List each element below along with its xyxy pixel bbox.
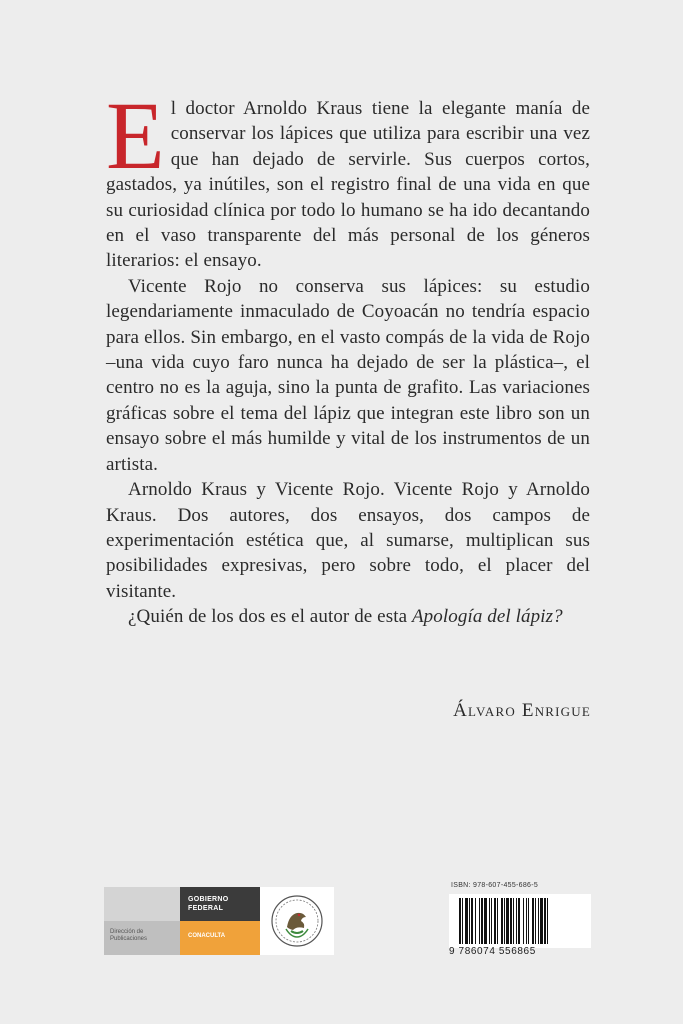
paragraph-1 [106, 82, 590, 274]
isbn-barcode [449, 882, 591, 962]
barcode-digits: 9 786074 556865 [449, 946, 536, 957]
government-logo [180, 887, 260, 955]
government-line1: GOBIERNO [188, 896, 229, 903]
publisher-logos [104, 887, 334, 955]
paragraph-2: Vicente Rojo no conserva sus lápices: su estudio legendariamente inmaculado de Coyoacán no tendría espacio para ellos. Sin embargo, en el vasto compás de la vida de Rojo –una vida cuyo faro nunca ha dejado de ser la plástica–, el centro no es la aguja, sino la punta de grafito. Las variaciones gráficas sobre el tema del lápiz que integran este libro son un ensayo sobre el más humilde y vital de los instrumentos de un artista. [106, 275, 590, 475]
publications-label-line1: Dirección de [110, 929, 144, 935]
book-title: Apología del lápiz? [411, 606, 563, 628]
author-signature: Álvaro Enrigue [453, 700, 591, 721]
drop-cap: E [106, 82, 165, 189]
paragraph-1-text: l doctor Arnoldo Kraus tiene la elegante manía de conservar los lápices que utiliza para escribir una vez que han dejado de servirle. Sus cuerpos cortos, gastados, ya inútiles, son el registro final de una vida en que su curiosidad clínica por todo lo humano se ha ido decantando en el vaso transparente del más personal de los géneros literarios: el ensayo. [106, 98, 590, 272]
barcode-bars [449, 894, 591, 948]
back-cover-essay [106, 82, 590, 630]
paragraph-3: Arnoldo Kraus y Vicente Rojo. Vicente Rojo y Arnoldo Kraus. Dos autores, dos ensayos, dos campos de experimentación estética que, al sumarse, multiplican sus posibilidades expresivas, pero sobre todo, el placer del visitante. [106, 479, 590, 602]
paragraph-4 [106, 604, 590, 629]
paragraph-4-text: ¿Quién de los dos es el autor de esta [128, 606, 412, 628]
government-line2: FEDERAL [188, 905, 224, 912]
national-seal-icon [260, 887, 334, 955]
isbn-label: ISBN: 978-607-455-686-5 [451, 882, 539, 889]
conaculta-label: CONACULTA [180, 921, 260, 955]
publications-label-line2: Publicaciones [110, 936, 148, 942]
publications-logo [104, 887, 180, 955]
